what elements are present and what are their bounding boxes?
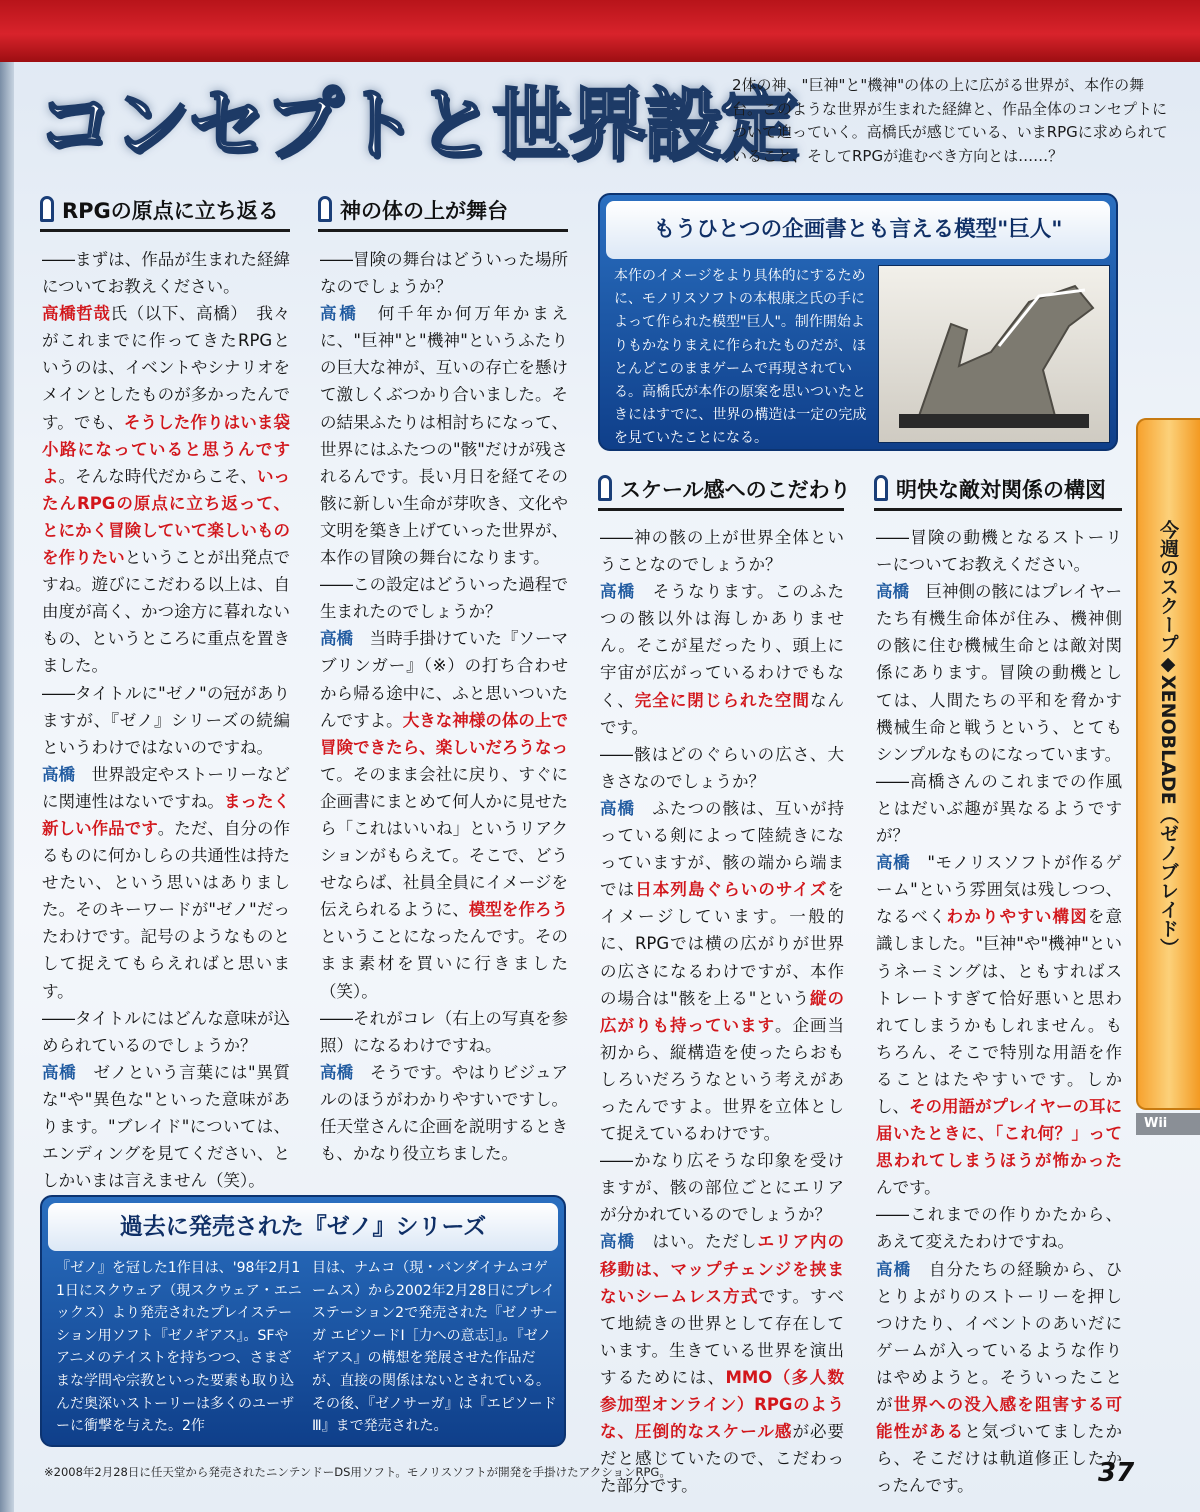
answer — [42, 761, 290, 1005]
answer — [600, 578, 844, 741]
highlight: 日本列島ぐらいのサイズ — [635, 880, 828, 900]
sidebar-xeno-series — [40, 1195, 566, 1447]
side-index-tab — [1136, 418, 1200, 1110]
highlight: エリア内の移動は、マップチェンジを挟まないシームレス方式 — [600, 1232, 844, 1306]
answer — [320, 625, 568, 1004]
answer-text: て。そのまま会社に戻り、すぐに企画書にまとめて何人かに見せたら「これはいいね」というリアクションがもらえて。そこで、どうせならば、社員全員にイメージを伝えられるように、 — [320, 764, 568, 920]
answer-text: そうなります。このふたつの骸以外は海しかありません。そこが星だったり、頭上に宇宙が広がっているわけでもなく、 — [600, 582, 844, 710]
highlight: いったんRPGの原点に立ち返って、とにかく冒険していて楽しいものを作りたい — [42, 466, 291, 568]
highlight: その用語がプレイヤーの耳に届いたときに、「これ何？」って思われてしまうほうが怖かった — [876, 1096, 1123, 1171]
answer — [42, 1059, 290, 1194]
question: ――それがコレ（右上の写真を参照）になるわけですね。 — [320, 1008, 568, 1055]
lead-paragraph: 2体の神、"巨神"と"機神"の体の上に広がる世界が、本作の舞台。このような世界が生まれた経緯と、作品全体のコンセプトについて迫っていく。高橋氏が感じている、いまRPGに求められていること、そしてRPGが進むべき方向とは……？ — [732, 76, 1168, 165]
highlight: 縦の広がりも持っています — [600, 988, 844, 1035]
giant-model-photo — [878, 265, 1110, 443]
answer-text: 氏（以下、高橋） 我々がこれまでに作ってきたRPGというのは、イベントやシナリオをメインとしたものが多かったんです。でも、 — [42, 304, 290, 432]
answer-text: を意識しました。"巨神"や"機神"というネーミングは、ともすればストレートすぎて恰好悪いと思われてしまうかもしれません。もちろん、そこで特別な用語を作ることはたやすいです。しかし、 — [876, 907, 1123, 1116]
section-heading-rpg-origin: RPGの原点に立ち返る — [40, 192, 290, 232]
answer-text: なんです。 — [600, 690, 845, 737]
answer — [876, 849, 1122, 1201]
speaker-name: 高橋 — [600, 798, 635, 818]
question: ――神の骸の上が世界全体ということなのでしょうか？ — [600, 528, 844, 575]
answer-text: 何千年か何万年かまえに、"巨神"と"機神"というふたりの巨大な神が、互いの存亡を懸けて激しくぶつかり合いました。その結果ふたりは相討ちになって、世界にはふたつの"骸"だけが残されるんです。長い月日を経てその骸に新しい生命が芽吹き、文化や文明を築き上げていった世界が、本作の冒険の舞台になります。 — [320, 304, 569, 568]
sidebar-text: 本作のイメージをより具体的にするために、モノリスソフトの本根康之氏の手によって作られた模型"巨人"。制作開始よりもかなりまえに作られたものだが、ほとんどこのままゲームで再現されている。高橋氏が本作の原案を思いついたときにはすでに、世界の構造は一定の完成を見ていたことになる。 — [614, 268, 867, 447]
pin-icon — [318, 196, 332, 222]
speaker-name: 高橋 — [42, 1062, 77, 1082]
highlight: 完全に閉じられた空間 — [634, 690, 810, 710]
pin-icon — [598, 475, 612, 501]
page-number: 37 — [1098, 1458, 1135, 1488]
question: ――かなり広そうな印象を受けますが、骸の部位ごとにエリアが分かれているのでしょうか？ — [600, 1151, 844, 1225]
answer — [600, 795, 844, 1147]
question: ――冒険の舞台はどういった場所なのでしょうか？ — [320, 250, 568, 297]
highlight: まったく新しい作品です — [42, 791, 291, 838]
pin-icon — [40, 196, 54, 222]
highlight: 模型を作ろう — [468, 900, 569, 920]
highlight: わかりやすい構図 — [946, 907, 1088, 927]
answer-text: をイメージしています。一般的に、RPGでは横の広がりが世界の広さになるわけですが、本作の場合は"骸を上る"という — [600, 880, 844, 1008]
highlight: そうした作りはいま袋小路になっていると思うんですよ — [42, 412, 290, 486]
section-heading-scale: スケール感へのこだわり — [598, 471, 844, 511]
speaker-name: 高橋 — [320, 1062, 354, 1082]
answer-text: ふたつの骸は、互いが持っている剣によって陸続きになっていますが、骸の端から端までは — [600, 798, 844, 900]
speaker-name: 高橋 — [320, 629, 354, 649]
answer-text: ということが出発点ですね。遊びにこだわる以上は、自由度が高く、かつ途方に暮れないもの、というところに重点を置きました。 — [42, 548, 291, 676]
answer-text: そうです。やはりビジュアルのほうがわかりやすいですし。任天堂さんに企画を説明するときも、かなり役立ちました。 — [320, 1062, 568, 1164]
question: ――冒険の動機となるストーリーについてお教えください。 — [876, 528, 1122, 575]
left-edge-decoration — [0, 62, 14, 1512]
answer-text: 巨神側の骸にはプレイヤーたち有機生命体が住み、機神側の骸に住む機械生命とは敵対関係にあります。冒険の動機としては、人間たちの平和を脅かす機械生命と戦うという、とてもシンプルなものになっています。 — [876, 582, 1123, 764]
footnote: ※2008年2月28日に任天堂から発売されたニンテンドーDS用ソフト。モノリスソフトが開発を手掛けたアクションRPG。 — [44, 1465, 671, 1479]
answer-text: はい。ただし — [635, 1232, 758, 1252]
speaker-name: 高橋 — [876, 853, 911, 873]
answer-text: と気づいてましたから、そこだけは軌道修正したかったんです。 — [876, 1422, 1123, 1496]
speaker-name: 高橋哲哉 — [42, 304, 111, 324]
question: ――タイトルに"ゼノ"の冠がありますが、『ゼノ』シリーズの続編というわけではないのですね。 — [42, 683, 290, 757]
question: ――高橋さんのこれまでの作風とはだいぶ趣が異なるようですが？ — [876, 771, 1122, 846]
highlight: MMO（多人数参加型オンライン）RPGのような、圧倒的なスケール感 — [600, 1367, 845, 1442]
question: ――タイトルにはどんな意味が込められているのでしょうか？ — [42, 1008, 290, 1055]
speaker-name: 高橋 — [876, 582, 909, 602]
platform-label: Wii — [1136, 1113, 1200, 1135]
speaker-name: 高橋 — [600, 582, 636, 602]
answer-text: 自分たちの経験から、ひとりよがりのストーリーを押しつけたり、イベントのあいだにゲームが入っているような作りはやめようと。そういったことが — [876, 1259, 1123, 1414]
answer — [320, 300, 568, 571]
speaker-name: 高橋 — [42, 764, 76, 784]
answer-text: ゼノという言葉には"異質な"や"異色な"といった意味があります。"ブレイド"については、エンディングを見てください、としかいまは言えません（笑）。 — [42, 1062, 290, 1191]
section-heading-enemy-relations: 明快な敵対関係の構図 — [874, 471, 1122, 511]
question: ――まずは、作品が生まれた経緯についてお教えください。 — [42, 250, 290, 297]
top-red-banner — [0, 0, 1200, 62]
answer — [600, 1228, 844, 1499]
question: ――この設定はどういった過程で生まれたのでしょうか？ — [320, 575, 568, 622]
sidebar-text-left: 『ゼノ』を冠した1作目は、'98年2月11日にスクウェア（現スクウェア・エニックス）より発売されたプレイステーション用ソフト『ゼノギアス』。SFやアニメのテイストを持ちつつ、さまざまな学問や宗教といった要素も取り込んだ奥深いストーリーは多くのユーザーに衝撃を与えた。2作 — [56, 1260, 302, 1435]
highlight: 大きな神様の体の上で冒険できたら、楽しいだろうなっ — [320, 710, 569, 757]
answer-text: "モノリスソフトが作るゲーム"という雰囲気は残しつつ、なるべく — [876, 853, 1123, 927]
answer-text: 世界設定やストーリーなどに関連性はないですね。 — [42, 764, 291, 811]
answer-text: ということになったんです。そのまま素材を買いに行きました（笑）。 — [320, 927, 568, 1001]
question: ――骸はどのぐらいの広さ、大きさなのでしょうか？ — [600, 744, 844, 791]
answer-text: 当時手掛けていた『ソーマブリンガー』（※）の打ち合わせから帰る途中に、ふと思いついたんですよ。 — [320, 629, 569, 730]
answer-text: 。企画当初から、縦構造を使ったらおもしろいだろうなという考えがあったんですよ。世界を立体として捉えているわけです。 — [600, 1015, 844, 1144]
page-title: コンセプトと世界設定 — [36, 80, 797, 170]
article-column-2 — [320, 246, 568, 1181]
answer — [42, 300, 290, 679]
answer-text: んです。 — [876, 1178, 941, 1198]
speaker-name: 高橋 — [320, 304, 359, 324]
answer — [876, 1256, 1122, 1500]
side-tab-label: 今週のスクープ◆XENOBLADE（ゼノブレイド） — [1157, 520, 1179, 957]
sidebar-title: 過去に発売された『ゼノ』シリーズ — [48, 1203, 558, 1251]
article-column-4 — [876, 524, 1123, 1496]
speaker-name: 高橋 — [876, 1259, 912, 1279]
article-column-3 — [600, 524, 845, 1496]
answer-text: 。そんな時代だからこそ、 — [58, 466, 257, 486]
pin-icon — [874, 475, 888, 501]
article-column-1 — [42, 246, 291, 1191]
answer — [320, 1059, 568, 1167]
answer-text: が必要だと感じていたので、こだわった部分です。 — [600, 1422, 845, 1496]
sidebar-text-right: 目は、ナムコ（現・バンダイナムコゲームス）から2002年2月28日にプレイステーション2で発売された『ゼノサーガ エピソードⅠ［力への意志］』。『ゼノギアス』の構想を発展させた作品だが、直接の関係はないとされている。その後、『ゼノサーガ』は『エピソードⅢ』まで発売された。 — [312, 1260, 558, 1435]
highlight: 世界への没入感を阻害する可能性がある — [876, 1395, 1123, 1442]
answer-text: 。ただ、自分の作るものに何かしらの共通性は持たせたい、という思いはありました。そのキーワードが"ゼノ"だったわけです。記号のようなものとして捉えてもらえればと思います。 — [42, 818, 291, 1001]
sidebar-model-giant — [598, 193, 1118, 451]
sidebar-title: もうひとつの企画書とも言える模型"巨人" — [606, 201, 1110, 259]
section-heading-god-body-stage: 神の体の上が舞台 — [318, 192, 568, 232]
answer — [876, 578, 1122, 768]
speaker-name: 高橋 — [600, 1232, 635, 1252]
giant-model-illustration — [879, 266, 1109, 442]
question: ――これまでの作りかたから、あえて変えたわけですね。 — [876, 1205, 1122, 1252]
answer-text: です。すべて地続きの世界として存在しています。生きている世界を演出するためには、 — [600, 1286, 844, 1387]
